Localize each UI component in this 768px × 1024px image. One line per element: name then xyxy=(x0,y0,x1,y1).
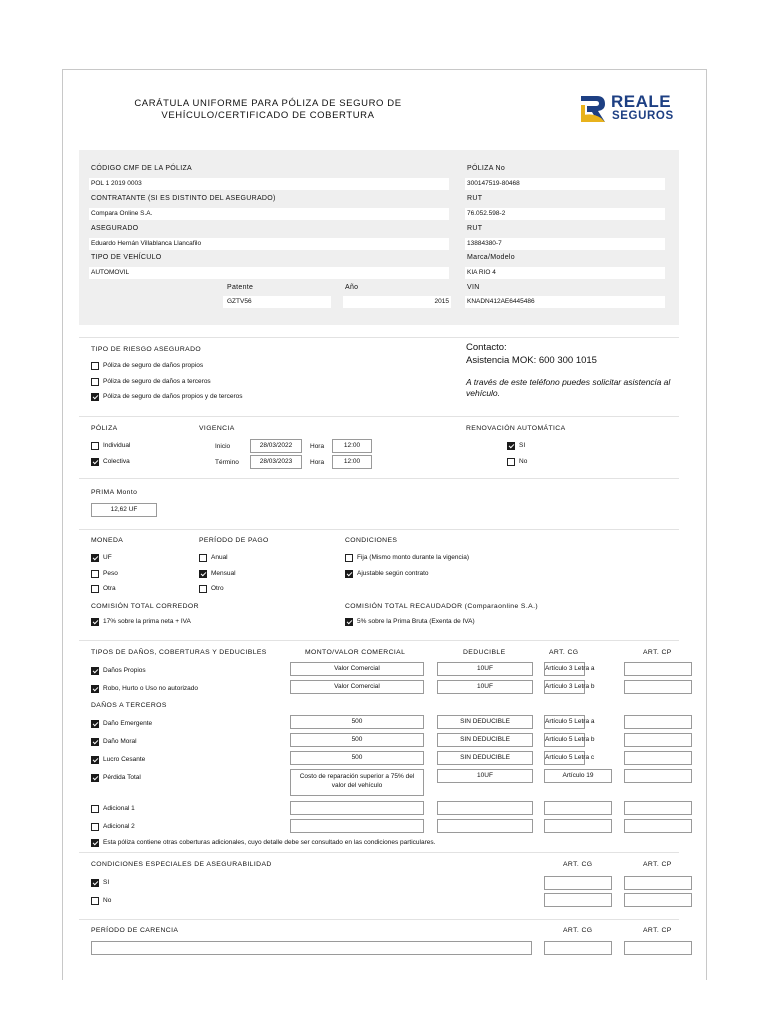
checkbox[interactable] xyxy=(91,585,99,593)
especiales-no[interactable]: No xyxy=(91,896,111,905)
monto-field[interactable]: Valor Comercial xyxy=(290,662,424,676)
tipo-vehiculo-label: TIPO DE VEHÍCULO xyxy=(91,254,162,261)
vigencia-label: VIGENCIA xyxy=(199,425,235,432)
especiales-label: CONDICIONES ESPECIALES DE ASEGURABILIDAD xyxy=(91,861,272,868)
comision-recaudador[interactable]: 5% sobre la Prima Bruta (Exenta de IVA) xyxy=(345,617,475,626)
checkbox[interactable] xyxy=(91,897,99,905)
renovacion-label: RENOVACIÓN AUTOMÁTICA xyxy=(466,425,566,432)
prima-label: PRIMA Monto xyxy=(91,489,138,496)
deducible-field[interactable]: SIN DEDUCIBLE xyxy=(437,733,533,747)
coberturas-header: TIPOS DE DAÑOS, COBERTURAS Y DEDUCIBLES xyxy=(91,649,267,656)
art-cg-field[interactable]: Artículo 19 xyxy=(544,769,612,783)
poliza-individual[interactable]: Individual xyxy=(91,441,130,450)
condiciones-fija[interactable]: Fija (Mismo monto durante la vigencia) xyxy=(345,553,469,562)
riesgo-label: TIPO DE RIESGO ASEGURADO xyxy=(91,346,202,353)
monto-field[interactable]: Costo de reparación superior a 75% del valor del vehículo xyxy=(290,769,424,796)
carencia-col-cg: ART. CG xyxy=(563,927,593,934)
art-cp-field[interactable] xyxy=(624,801,692,815)
contratante-label: CONTRATANTE (SI ES DISTINTO DEL ASEGURADO) xyxy=(91,195,276,202)
checkbox-checked[interactable] xyxy=(91,720,99,728)
checkbox-checked[interactable] xyxy=(91,774,99,782)
cobertura-lucro-cesante[interactable]: Lucro Cesante xyxy=(91,755,145,764)
especiales-si[interactable]: SI xyxy=(91,878,109,887)
carencia-cp-field[interactable] xyxy=(624,941,692,955)
carencia-col-cp: ART. CP xyxy=(643,927,672,934)
contacto-label: Contacto: xyxy=(466,342,507,353)
pago-otro[interactable]: Otro xyxy=(199,584,224,593)
hora-termino-label: Hora xyxy=(310,459,325,466)
checkbox[interactable] xyxy=(345,554,353,562)
especiales-col-cp: ART. CP xyxy=(643,861,672,868)
codigo-field: POL 1 2019 0003 xyxy=(89,178,449,190)
coberturas-nota[interactable]: Esta póliza contiene otras coberturas adicionales, cuyo detalle debe ser consultado en las condiciones particulares. xyxy=(91,838,435,847)
art-cp-field[interactable] xyxy=(624,751,692,765)
inicio-label: Inicio xyxy=(215,443,231,450)
checkbox-checked[interactable] xyxy=(91,839,99,847)
cobertura-danos-propios[interactable]: Daños Propios xyxy=(91,666,146,675)
condiciones-ajustable[interactable]: Ajustable según contrato xyxy=(345,569,429,578)
divider xyxy=(79,416,679,417)
contacto-line: Asistencia MOK: 600 300 1015 xyxy=(466,355,597,366)
patente-field: GZTV56 xyxy=(223,296,331,308)
cobertura-adicional-2[interactable]: Adicional 2 xyxy=(91,822,135,831)
checkbox-checked[interactable] xyxy=(91,667,99,675)
art-cg-field[interactable] xyxy=(544,801,612,815)
general-info-panel xyxy=(79,150,679,325)
cobertura-perdida-total[interactable]: Pérdida Total xyxy=(91,773,141,782)
poliza-colectiva[interactable]: Colectiva xyxy=(91,457,130,466)
checkbox[interactable] xyxy=(91,805,99,813)
col-cp-header: ART. CP xyxy=(643,649,672,656)
art-cg-field[interactable]: Artículo 5 Letra a xyxy=(544,715,585,729)
divider xyxy=(79,478,679,479)
especiales-cg-field-2[interactable] xyxy=(544,893,612,907)
especiales-col-cg: ART. CG xyxy=(563,861,593,868)
checkbox-checked[interactable] xyxy=(91,756,99,764)
hora-inicio-field[interactable]: 12:00 xyxy=(332,439,372,453)
checkbox-checked[interactable] xyxy=(91,685,99,693)
checkbox-checked[interactable] xyxy=(91,618,99,626)
tipo-vehiculo-field: AUTOMOVIL xyxy=(89,267,449,279)
reale-logo-icon xyxy=(581,96,605,122)
pago-mensual[interactable]: Mensual xyxy=(199,569,236,578)
terceros-label: DAÑOS A TERCEROS xyxy=(91,702,167,709)
cobertura-adicional-1[interactable]: Adicional 1 xyxy=(91,804,135,813)
checkbox[interactable] xyxy=(91,570,99,578)
logo-text-reale: REALE xyxy=(611,92,672,111)
deducible-field[interactable]: SIN DEDUCIBLE xyxy=(437,715,533,729)
termino-label: Término xyxy=(215,459,239,466)
especiales-cg-field-1[interactable] xyxy=(544,876,612,890)
checkbox-checked[interactable] xyxy=(345,618,353,626)
especiales-cp-field-2[interactable] xyxy=(624,893,692,907)
cobertura-dano-moral[interactable]: Daño Moral xyxy=(91,737,137,746)
checkbox[interactable] xyxy=(199,554,207,562)
art-cp-field[interactable] xyxy=(624,662,692,676)
comision-corredor[interactable]: 17% sobre la prima neta + IVA xyxy=(91,617,191,626)
logo-text-seguros: SEGUROS xyxy=(612,110,674,122)
deducible-field[interactable]: 10UF xyxy=(437,662,533,676)
checkbox-checked[interactable] xyxy=(91,879,99,887)
monto-field[interactable]: 500 xyxy=(290,715,424,729)
checkbox[interactable] xyxy=(91,823,99,831)
comision-corredor-label: COMISIÓN TOTAL CORREDOR xyxy=(91,603,199,610)
pago-anual[interactable]: Anual xyxy=(199,553,228,562)
patente-label: Patente xyxy=(227,284,254,291)
rut1-field: 76.052.598-2 xyxy=(465,208,665,220)
deducible-field[interactable]: 10UF xyxy=(437,680,533,694)
asegurado-label: ASEGURADO xyxy=(91,225,139,232)
art-cg-field[interactable]: Artículo 3 Letra a xyxy=(544,662,585,676)
checkbox-checked[interactable] xyxy=(91,458,99,466)
rut1-label: RUT xyxy=(467,195,483,202)
inicio-date-field[interactable]: 28/03/2022 xyxy=(250,439,302,453)
marca-label: Marca/Modelo xyxy=(467,254,515,261)
moneda-otra[interactable]: Otra xyxy=(91,584,116,593)
divider xyxy=(79,919,679,920)
asegurado-field: Eduardo Hernán Villablanca Llancafilo xyxy=(89,238,449,250)
hora-termino-field[interactable]: 12:00 xyxy=(332,455,372,469)
art-cg-field[interactable]: Artículo 5 Letra c xyxy=(544,751,585,765)
monto-field[interactable] xyxy=(290,801,424,815)
prima-field[interactable]: 12,62 UF xyxy=(91,503,157,517)
vin-label: VIN xyxy=(467,284,480,291)
anio-field: 2015 xyxy=(343,296,451,308)
cobertura-dano-emergente[interactable]: Daño Emergente xyxy=(91,719,152,728)
pago-label: PERÍODO DE PAGO xyxy=(199,537,269,544)
art-cg-field[interactable]: Artículo 3 Letra b xyxy=(544,680,585,694)
especiales-cp-field-1[interactable] xyxy=(624,876,692,890)
comision-recaudador-label: COMISIÓN TOTAL RECAUDADOR (Comparaonline S.A.) xyxy=(345,603,539,610)
carencia-cg-field[interactable] xyxy=(544,941,612,955)
art-cp-field[interactable] xyxy=(624,733,692,747)
moneda-label: MONEDA xyxy=(91,537,124,544)
hora-inicio-label: Hora xyxy=(310,443,325,450)
condiciones-label: CONDICIONES xyxy=(345,537,398,544)
art-cp-field[interactable] xyxy=(624,769,692,783)
deducible-field[interactable] xyxy=(437,801,533,815)
checkbox[interactable] xyxy=(91,362,99,370)
vin-field: KNADN412AE6445486 xyxy=(465,296,665,308)
checkbox[interactable] xyxy=(91,442,99,450)
poliza-no-field: 300147519-80468 xyxy=(465,178,665,190)
art-cp-field[interactable] xyxy=(624,819,692,833)
moneda-peso[interactable]: Peso xyxy=(91,569,118,578)
checkbox[interactable] xyxy=(507,458,515,466)
renovacion-si[interactable]: SI xyxy=(507,441,525,450)
codigo-label: CÓDIGO CMF DE LA PÓLIZA xyxy=(91,165,193,172)
divider xyxy=(79,337,679,338)
riesgo-option-terceros[interactable]: Póliza de seguro de daños a terceros xyxy=(91,377,211,386)
deducible-field[interactable]: SIN DEDUCIBLE xyxy=(437,751,533,765)
checkbox[interactable] xyxy=(199,585,207,593)
checkbox-checked[interactable] xyxy=(91,393,99,401)
art-cg-field[interactable]: Artículo 5 Letra b xyxy=(544,733,585,747)
monto-field[interactable]: 500 xyxy=(290,733,424,747)
deducible-field[interactable] xyxy=(437,819,533,833)
monto-field[interactable] xyxy=(290,819,424,833)
rut2-field: 13884380-7 xyxy=(465,238,665,250)
riesgo-option-propios[interactable]: Póliza de seguro de daños propios xyxy=(91,361,203,370)
art-cg-field[interactable] xyxy=(544,819,612,833)
monto-field[interactable]: Valor Comercial xyxy=(290,680,424,694)
document-title: CARÁTULA UNIFORME PARA PÓLIZA DE SEGURO DE VEHÍCULO/CERTIFICADO DE COBERTURA xyxy=(134,98,402,121)
divider xyxy=(79,852,679,853)
contacto-note: A través de este teléfono puedes solicitar asistencia al vehículo. xyxy=(466,377,671,398)
deducible-field[interactable]: 10UF xyxy=(437,769,533,783)
col-monto-header: MONTO/VALOR COMERCIAL xyxy=(305,649,406,656)
checkbox-checked[interactable] xyxy=(345,570,353,578)
marca-field: KIA RIO 4 xyxy=(465,267,665,279)
art-cp-field[interactable] xyxy=(624,680,692,694)
checkbox-checked[interactable] xyxy=(199,570,207,578)
divider xyxy=(79,640,679,641)
riesgo-option-ambos[interactable]: Póliza de seguro de daños propios y de terceros xyxy=(91,392,242,401)
poliza-no-label: PÓLIZA No xyxy=(467,165,506,172)
rut2-label: RUT xyxy=(467,225,483,232)
checkbox[interactable] xyxy=(91,378,99,386)
contratante-field: Compara Online S.A. xyxy=(89,208,449,220)
policy-document xyxy=(62,69,707,980)
monto-field[interactable]: 500 xyxy=(290,751,424,765)
moneda-uf[interactable]: UF xyxy=(91,553,112,562)
carencia-field[interactable] xyxy=(91,941,532,955)
termino-date-field[interactable]: 28/03/2023 xyxy=(250,455,302,469)
col-deducible-header: DEDUCIBLE xyxy=(463,649,506,656)
anio-label: Año xyxy=(345,284,359,291)
col-cg-header: ART. CG xyxy=(549,649,579,656)
poliza-label: PÓLIZA xyxy=(91,425,118,432)
checkbox-checked[interactable] xyxy=(507,442,515,450)
renovacion-no[interactable]: No xyxy=(507,457,527,466)
checkbox-checked[interactable] xyxy=(91,554,99,562)
divider xyxy=(79,529,679,530)
art-cp-field[interactable] xyxy=(624,715,692,729)
cobertura-robo[interactable]: Robo, Hurto o Uso no autorizado xyxy=(91,684,198,693)
carencia-label: PERÍODO DE CARENCIA xyxy=(91,927,179,934)
checkbox-checked[interactable] xyxy=(91,738,99,746)
